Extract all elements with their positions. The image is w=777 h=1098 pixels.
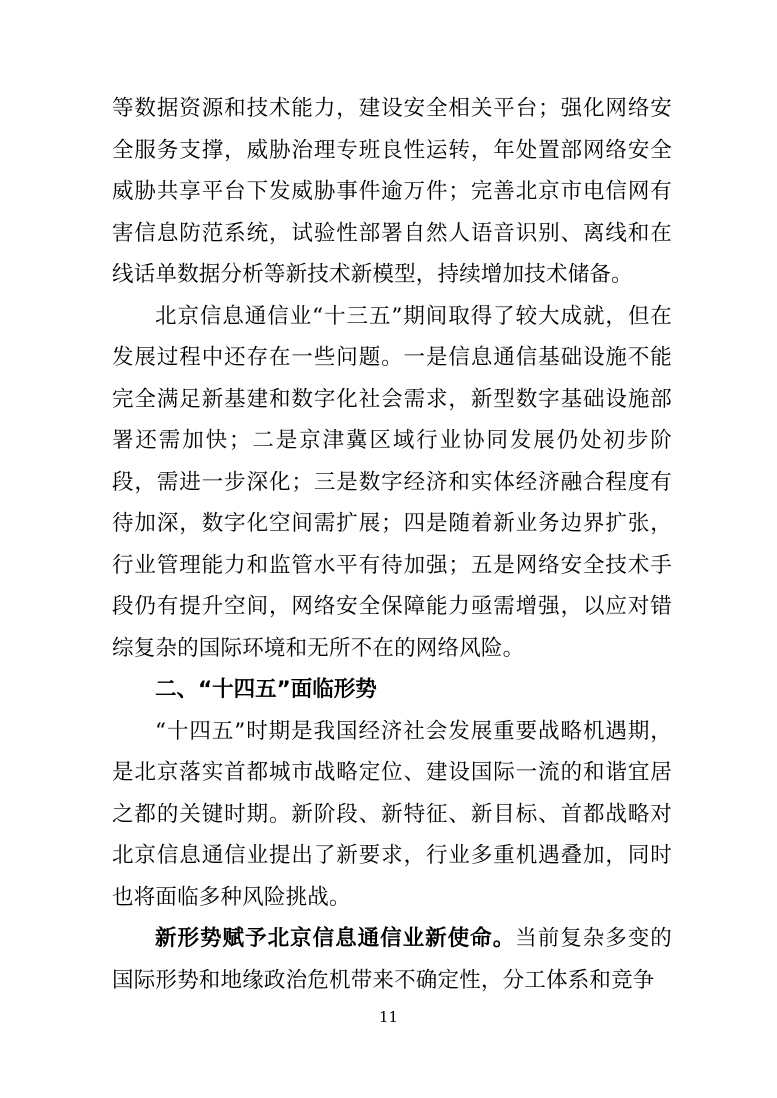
paragraph-4-lead: 新形势赋予北京信息通信业新使命。 <box>155 926 516 951</box>
page-number: 11 <box>378 1008 399 1026</box>
section-heading-2: 二、“十四五”面临形势 <box>155 677 377 702</box>
paragraph-4 <box>112 918 672 1001</box>
page-content <box>112 88 672 1001</box>
paragraph-2: 北京信息通信业“十三五”期间取得了较大成就，但在发展过程中还存在一些问题。一是信息通信基础设施不能完全满足新基建和数字化社会需求，新型数字基础设施部署还需加快；二是京津冀区域行业协同发展仍处初步阶段，需进一步深化；三是数字经济和实体经济融合程度有待加深，数字化空间需扩展；四是随着新业务边界扩张，行业管理能力和监管水平有待加强；五是网络安全技术手段仍有提升空间，网络安全保障能力亟需增强，以应对错综复杂的国际环境和无所不在的网络风险。 <box>112 303 672 661</box>
paragraph-1: 等数据资源和技术能力，建设安全相关平台；强化网络安全服务支撑，威胁治理专班良性运转，年处置部网络安全威胁共享平台下发威胁事件逾万件；完善北京市电信网有害信息防范系统，试验性部署自然人语音识别、离线和在线话单数据分析等新技术新模型，持续增加技术储备。 <box>112 96 672 287</box>
paragraph-4-body: 当前复杂多变的国际形势和地缘政治危机带来不确定性，分工体系和竞争 <box>112 926 672 993</box>
paragraph-3: “十四五”时期是我国经济社会发展重要战略机遇期，是北京落实首都城市战略定位、建设国际一流的和谐宜居之都的关键时期。新阶段、新特征、新目标、首都战略对北京信息通信业提出了新要求，行业多重机遇叠加，同时也将面临多种风险挑战。 <box>112 718 672 910</box>
